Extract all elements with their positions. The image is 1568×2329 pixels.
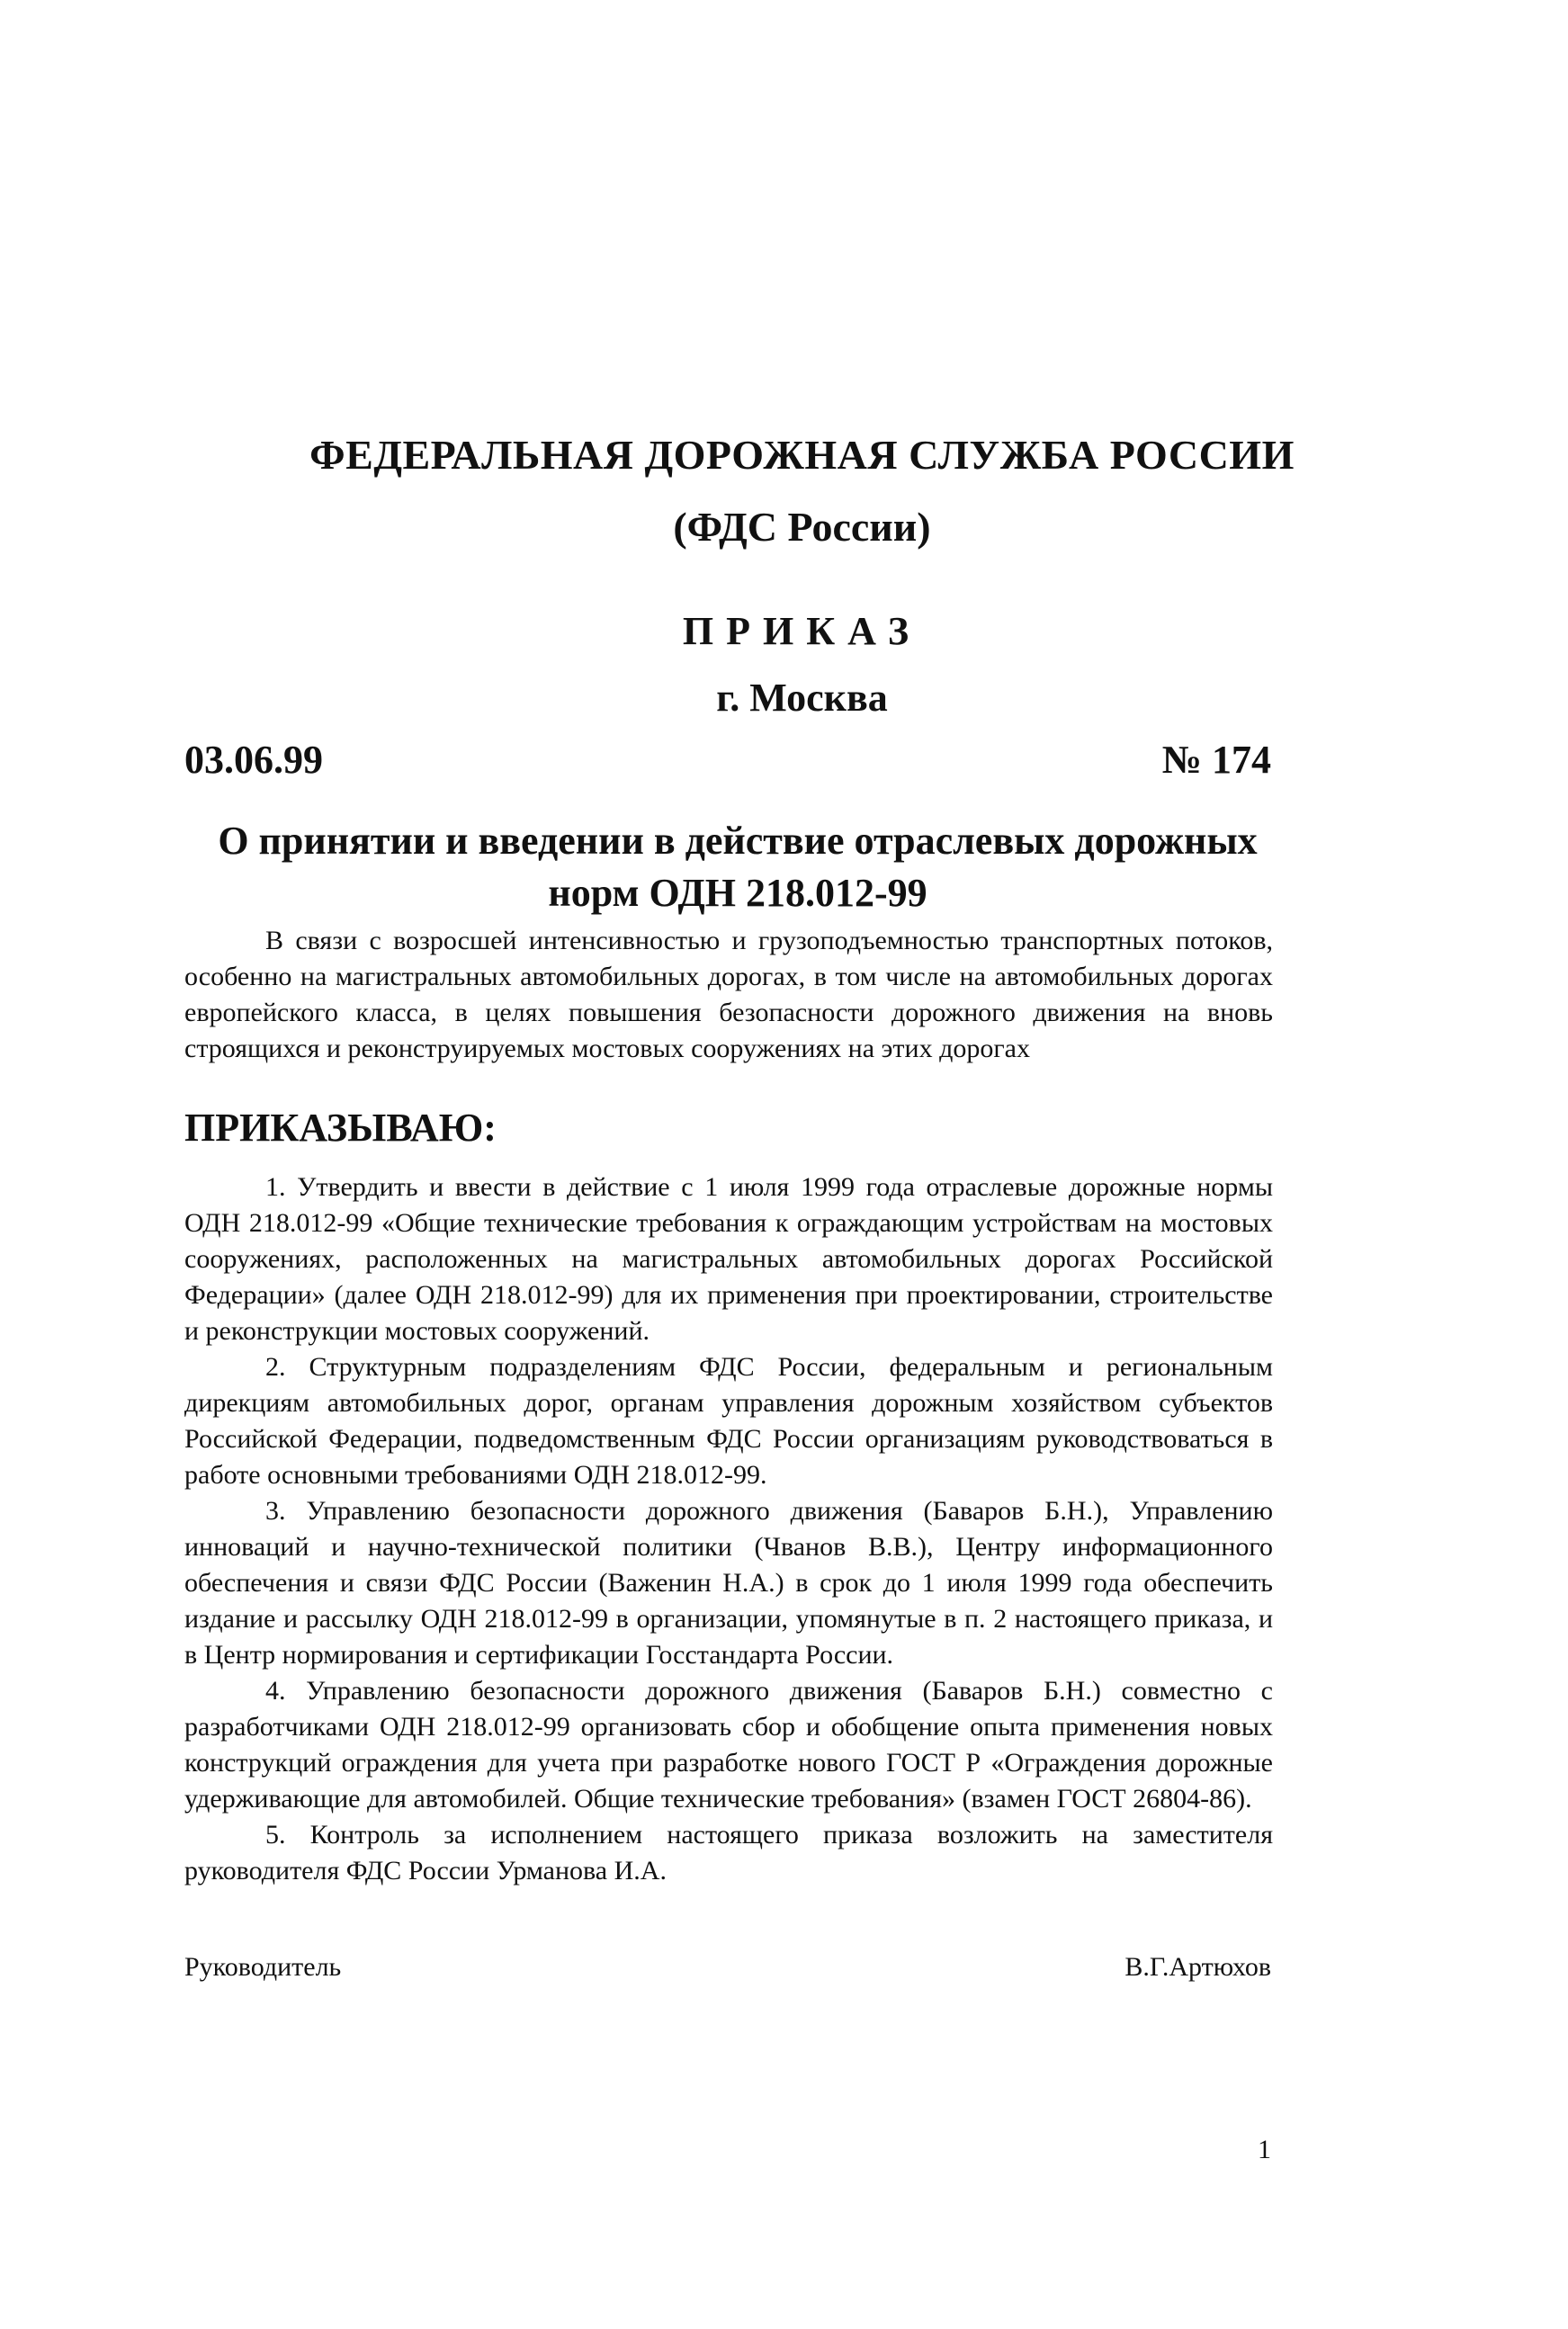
city: г. Москва xyxy=(716,676,888,720)
organization-abbreviation: (ФДС России) xyxy=(673,504,931,550)
order-item-2: 2. Структурным подразделениям ФДС России, федеральным и региональным дирекциям автомобильных дорог, органам управления дорожным хозяйством субъектов Российской Федерации, подведомственным ФДС России организациям руководствоваться в работе основными требованиями ОДН 218.012-99. xyxy=(184,1352,1273,1490)
order-items xyxy=(184,1169,1273,1889)
signatory-position: Руководитель xyxy=(184,1952,342,1982)
order-title: О принятии и введении в действие отраслевых дорожных норм ОДН 218.012-99 xyxy=(218,819,1258,915)
page-number: 1 xyxy=(1258,2135,1271,2164)
signatory-name: В.Г.Артюхов xyxy=(1124,1952,1271,1982)
order-item-1: 1. Утвердить и ввести в действие с 1 июля 1999 года отраслевые дорожные нормы ОДН 218.012-99 «Общие технические требования к ограждающим устройствам на мостовых сооружениях, расположенных на магистральных автомобильных дорогах Российской Федерации» (далее ОДН 218.012-99) для их применения при проектировании, строительстве и реконструкции мостовых сооружений. xyxy=(184,1172,1273,1346)
order-item-3: 3. Управлению безопасности дорожного движения (Баваров Б.Н.), Управлению инноваций и научно-технической политики (Чванов В.В.), Центру информационного обеспечения и связи ФДС России (Важенин Н.А.) в срок до 1 июля 1999 года обеспечить издание и рассылку ОДН 218.012-99 в организации, упомянутые в п. 2 настоящего приказа, и в Центр нормирования и сертификации Госстандарта России. xyxy=(184,1496,1273,1670)
order-item-4: 4. Управлению безопасности дорожного движения (Баваров Б.Н.) совместно с разработчиками ОДН 218.012-99 организовать сбор и обобщение опыта применения новых конструкций ограждения для учета при разработке нового ГОСТ Р «Ограждения дорожные удерживающие для автомобилей. Общие технические требования» (взамен ГОСТ 26804-86). xyxy=(184,1676,1273,1814)
command-heading: ПРИКАЗЫВАЮ: xyxy=(184,1106,497,1150)
document-type: ПРИКАЗ xyxy=(682,609,922,653)
order-item-5: 5. Контроль за исполнением настоящего приказа возложить на заместителя руководителя ФДС России Урманова И.А. xyxy=(184,1820,1273,1886)
order-date: 03.06.99 xyxy=(184,738,323,782)
preamble: В связи с возросшей интенсивностью и грузоподъемностью транспортных потоков, особенно на магистральных автомобильных дорогах, в том числе на автомобильных дорогах европейского класса, в целях повышения безопасности дорожного движения на вновь строящихся и реконструируемых мостовых сооружениях на этих дорогах xyxy=(184,926,1273,1063)
organization-name: ФЕДЕРАЛЬНАЯ ДОРОЖНАЯ СЛУЖБА РОССИИ xyxy=(309,432,1295,478)
order-number: № 174 xyxy=(1161,738,1271,782)
